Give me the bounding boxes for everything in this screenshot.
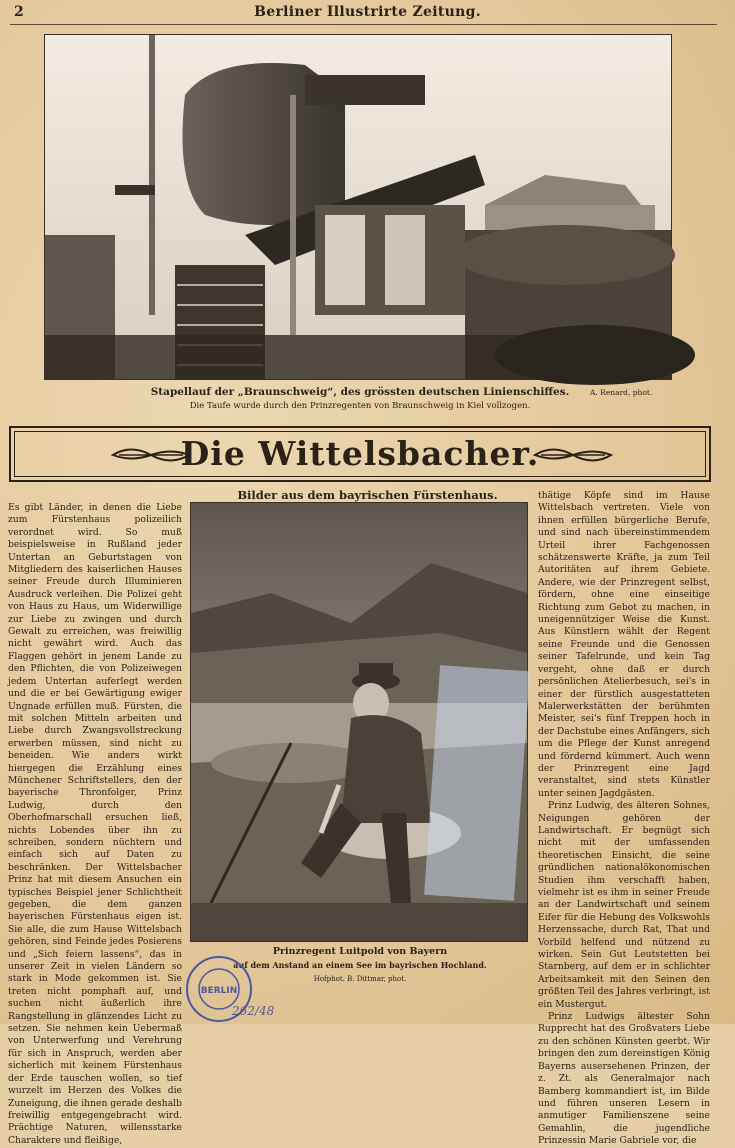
- article-column-right: [538, 490, 710, 1147]
- article-paragraph: Prinz Ludwigs ältester Sohn Rupprecht hat des Großvaters Liebe zu den schönen Künsten geerbt. Wir bringen den zum dereinstigen König Bayerns ausersehenen Prinzen, der z. Zt. als Generalmajor nach Bamberg kommandiert ist, im Bilde und führen unseren Lesern in anmutiger Familienszene seine Gemahlin, die jugendliche Prinzessin Marie Gabriele vor, die: [538, 1011, 710, 1147]
- ornament-right-icon: [533, 444, 613, 466]
- article-title: Die Wittelsbacher.: [180, 434, 540, 473]
- prinzregent-credit: Hofphot. B. Dittmar, phot.: [313, 975, 407, 983]
- prinzregent-subcaption: auf dem Anstand an einem See im bayrischen Hochland.: [233, 960, 487, 970]
- article-paragraph: Prinz Ludwig, des älteren Sohnes, Neigungen gehören der Landwirtschaft. Er begnügt sich nicht mit der umfassenden theoretischen Einsicht, die seine gründlichen nationalökonomischen Studien ihm verschafft haben, vielmehr ist es ihm in seiner Freude an der Landwirtschaft und seinem Eifer für die Hebung des Volkswohls Herzenssache, durch Rat, That und Vorbild helfend und nützend zu wirken. Sein Gut Leutstetten bei Starnberg, auf dem er in schlichter Arbeitsamkeit mit den Seinen den größten Teil des Jahres verbringt, ist ein Mustergut.: [538, 800, 710, 1010]
- article-title-box: [9, 426, 711, 482]
- ship-launch-caption: Stapellauf der „Braunschweig“, des grössten deutschen Linienschiffes.: [150, 386, 570, 398]
- ship-launch-subcaption: Die Taufe wurde durch den Prinzregenten von Braunschweig in Kiel vollzogen.: [189, 401, 531, 411]
- page-number: 2: [14, 4, 24, 20]
- article-subtitle: Bilder aus dem bayrischen Fürstenhaus.: [237, 488, 498, 502]
- svg-text:BERLIN: BERLIN: [200, 986, 238, 996]
- article-paragraph: thätige Köpfe sind im Hause Wittelsbach vertreten. Viele von ihnen erfüllen bürgerliche Berufe, und sind nach übereinstimmendem Urteil ihrer Fachgenossen schätzenswerte Kräfte, ja zum Teil Autoritäten auf ihrem Gebiete. Andere, wie der Prinzregent selbst, fördern, ohne eine einseitige Richtung zum Gebot zu machen, in uneigennütziger Weise die Kunst. Aus Künstlern wählt der Regent seine Freunde und die Genossen seiner Tafelrunde, und kein Tag vergeht, ohne daß er durch persönlichen Atelierbesuch, sei's in einer der fürstlich ausgestatteten Malerwerkstätten der berühmten Meister, sei's fünf Treppen hoch in der Dachstube eines Anfängers, sich um die Pflege der Kunst anregend und fördernd kümmert. Auch wenn der Prinzregent eine Jagd veranstaltet, sind stets Künstler unter seinen Jagdgästen.: [538, 490, 710, 799]
- ornament-left-icon: [111, 444, 191, 466]
- ship-launch-credit: A. Renard, phot.: [590, 388, 653, 397]
- top-rule: [10, 24, 717, 25]
- masthead: Berliner Illustrirte Zeitung.: [254, 4, 481, 20]
- prinzregent-caption: Prinzregent Luitpold von Bayern: [272, 946, 448, 957]
- archive-number: 262/48: [232, 1004, 275, 1018]
- repair-tape: [424, 665, 530, 901]
- ship-launch-photo: [44, 34, 672, 380]
- article-column-left: [8, 502, 182, 1146]
- article-paragraph: Es gibt Länder, in denen die Liebe zum Fürstenhaus polizeilich verordnet wird. So muß beispielsweise in Rußland jeder Untertan an Geburtstagen von Mitgliedern des kaiserlichen Hauses seiner Freude durch Illuminieren Ausdruck verleihen. Die Polizei geht von Haus zu Haus, um Widerwillige zur Liebe zu zwingen und durch Gewalt zu erreichen, was freiwillig nicht gewährt wird. Auch das Flaggen gehört in jenem Lande zu den Pflichten, die von Polizeiwegen jedem Untertan auferlegt werden und die er bei Gewärtigung ewiger Ungnade erfüllen muß. Fürsten, die mit solchen Mitteln arbeiten und Liebe durch Zwangsvollstreckung erwerben müssen, sind nicht zu beneiden. Wie anders wirkt hiergegen die Erzählung eines Münchener Schriftstellers, den der bayerische Thronfolger, Prinz Ludwig, durch den Oberhofmarschall ersuchen ließ, nichts Lobendes über ihn zu schreiben, sondern nüchtern und einfach sich auf Daten zu beschränken. Der Wittelsbacher Prinz hat mit diesem Ansuchen ein typisches Beispiel jener Schlichtheit gegeben, die dem ganzen bayerischen Fürstenhaus eigen ist. Sie alle, die zum Hause Wittelsbach gehören, sind Feinde jedes Posierens und „Sich feiern lassens“, das in unserer Zeit in vielen Ländern so stark in Mode gekommen ist. Sie treten nicht pomphaft auf, und suchen nicht äußerlich ihre Rangstellung in glänzendes Licht zu setzen. Sie nehmen kein Uebermaß von Unterwerfung und Verehrung für sich in Anspruch, werden aber sicherlich mit keinem Fürstenhaus der Erde tauschen wollen, so tief wurzelt im Herzen des Volkes die Zuneigung, die ihnen gerade deshalb freiwillig entgegengebracht wird. Prächtige Naturen, willensstarke Charaktere und fleißige,: [8, 502, 182, 1146]
